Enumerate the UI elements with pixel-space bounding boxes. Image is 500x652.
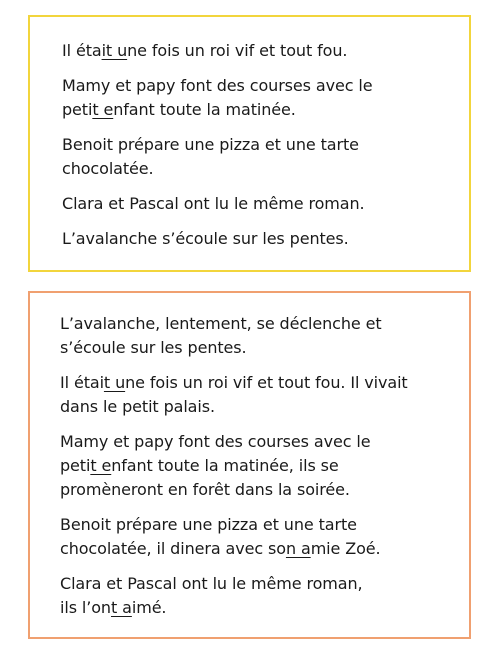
text-line	[60, 478, 451, 502]
sentence-paragraph	[62, 227, 451, 251]
text-segment: ne fois un roi vif et tout fou.	[127, 41, 348, 60]
text-segment: ils l’on	[60, 598, 111, 617]
text-line	[62, 74, 451, 98]
text-line	[62, 39, 451, 63]
liaison-underline: it u	[101, 41, 128, 60]
text-segment: promèneront en forêt dans la soirée.	[60, 480, 350, 499]
text-segment: L’avalanche, lentement, se déclenche et	[60, 314, 382, 333]
text-segment: Clara et Pascal ont lu le même roman.	[62, 194, 365, 213]
sentence-paragraph	[60, 430, 451, 502]
text-line	[62, 192, 451, 216]
text-segment: L’avalanche s’écoule sur les pentes.	[62, 229, 349, 248]
text-segment: ne fois un roi vif et tout fou. Il vivait	[125, 373, 408, 392]
text-line	[62, 133, 451, 157]
text-segment: peti	[62, 100, 93, 119]
text-segment: dans le petit palais.	[60, 397, 215, 416]
text-segment: Mamy et papy font des courses avec le	[60, 432, 371, 451]
text-line	[60, 572, 451, 596]
liaison-underline: t e	[90, 456, 112, 475]
liaison-underline: t u	[103, 373, 126, 392]
sentence-paragraph	[62, 192, 451, 216]
text-segment: nfant toute la matinée.	[113, 100, 296, 119]
sentence-paragraph	[60, 312, 451, 360]
short-sentences-box	[28, 15, 471, 272]
sentence-paragraph	[60, 371, 451, 419]
text-line	[60, 312, 451, 336]
text-segment: s’écoule sur les pentes.	[60, 338, 247, 357]
text-line	[60, 395, 451, 419]
text-line	[60, 596, 451, 620]
sentence-paragraph	[62, 39, 451, 63]
text-segment: Il éta	[62, 41, 102, 60]
text-line	[60, 336, 451, 360]
sentence-paragraph	[60, 513, 451, 561]
liaison-underline: t a	[110, 598, 132, 617]
text-segment: Il étai	[60, 373, 104, 392]
liaison-underline: t e	[92, 100, 114, 119]
text-line	[60, 430, 451, 454]
sentence-paragraph	[62, 74, 451, 122]
sentence-paragraph	[60, 572, 451, 620]
text-segment: chocolatée, il dinera avec so	[60, 539, 286, 558]
text-segment: imé.	[131, 598, 167, 617]
text-line	[62, 227, 451, 251]
text-segment: mie Zoé.	[310, 539, 381, 558]
text-segment: chocolatée.	[62, 159, 154, 178]
text-segment: Benoit prépare une pizza et une tarte	[62, 135, 359, 154]
text-segment: Benoit prépare une pizza et une tarte	[60, 515, 357, 534]
text-line	[62, 157, 451, 181]
text-segment: Clara et Pascal ont lu le même roman,	[60, 574, 363, 593]
liaison-underline: n a	[285, 539, 311, 558]
text-segment: nfant toute la matinée, ils se	[111, 456, 339, 475]
text-line	[60, 513, 451, 537]
text-segment: Mamy et papy font des courses avec le	[62, 76, 373, 95]
text-line	[60, 371, 451, 395]
text-line	[60, 454, 451, 478]
text-segment: peti	[60, 456, 91, 475]
extended-sentences-box	[28, 291, 471, 639]
text-line	[60, 537, 451, 561]
sentence-paragraph	[62, 133, 451, 181]
text-line	[62, 98, 451, 122]
